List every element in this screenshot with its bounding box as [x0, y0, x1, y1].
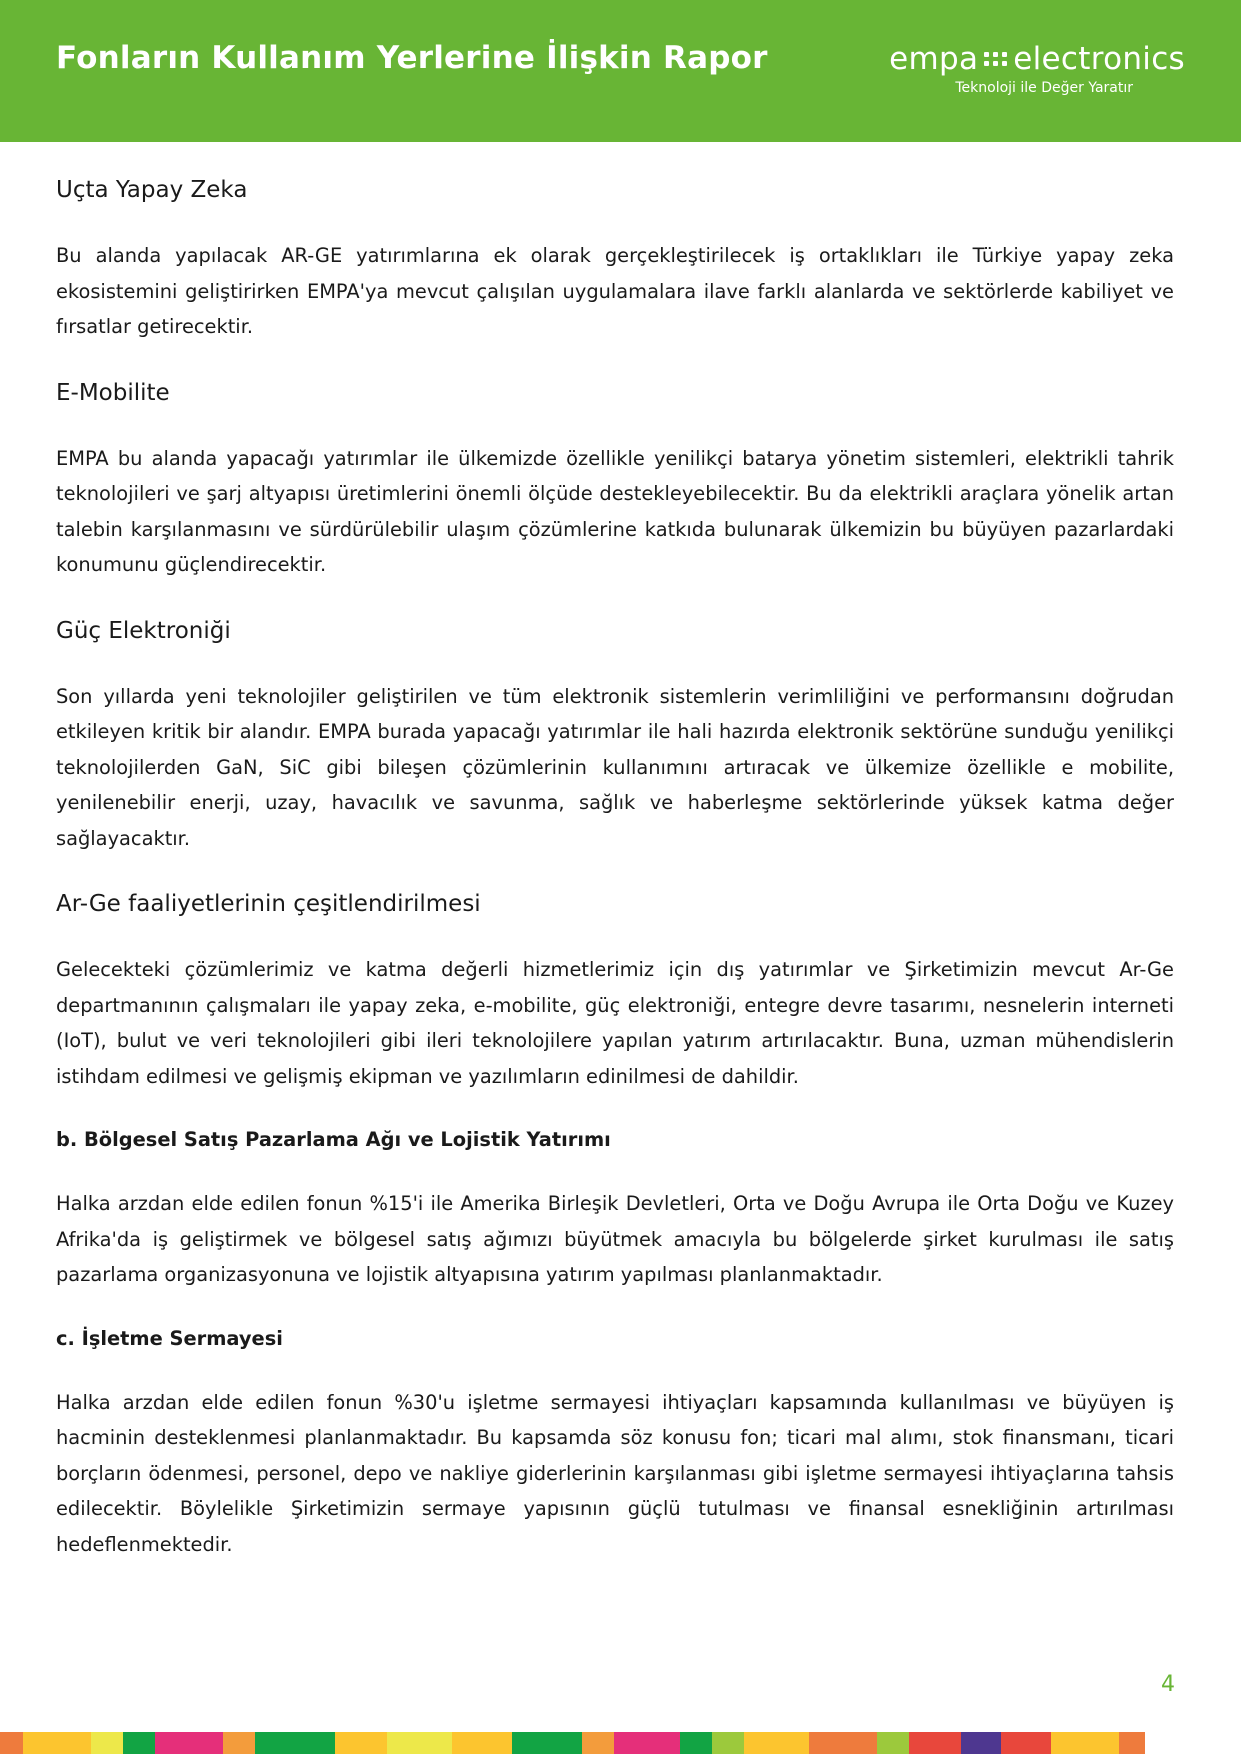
footer-color-stripe [23, 1732, 91, 1754]
subsection-heading: b. Bölgesel Satış Pazarlama Ağı ve Lojistik Yatırımı [56, 1128, 611, 1151]
document-body [56, 168, 1174, 1588]
footer-color-stripe [809, 1732, 877, 1754]
footer-color-stripe [680, 1732, 712, 1754]
footer-color-bar [0, 1732, 1241, 1754]
subsection-paragraph: Halka arzdan elde edilen fonun %30'u işletme sermayesi ihtiyaçları kapsamında kullanılması ve büyüyen iş hacminin desteklenmesi planlanmaktadır. Bu kapsamda söz konusu fon; ticari mal alımı, stok finansmanı, ticari borçların ödenmesi, personel, depo ve nakliye giderlerinin karşılanması gibi işletme sermayesi ihtiyaçlarına tahsis edilecektir. Böylelikle Şirketimizin sermaye yapısının güçlü tutulması ve finansal esnekliğinin artırılması hedeflenmektedir. [56, 1390, 1174, 1556]
section-paragraph: Bu alanda yapılacak AR-GE yatırımlarına ek olarak gerçekleştirilecek iş ortaklıkları ile Türkiye yapay zeka ekosistemini geliştirirken EMPA'ya mevcut çalışılan uygulamalara ilave farklı alanlarda ve sektörlerde kabiliyet ve fırsatlar getirecektir. [56, 244, 1174, 338]
footer-color-stripe [387, 1732, 452, 1754]
section-heading: Uçta Yapay Zeka [56, 177, 248, 203]
brand-name-left: empa [889, 41, 979, 77]
footer-color-stripe [452, 1732, 512, 1754]
brand-tagline: Teknoloji ile Değer Yaratır [955, 80, 1133, 96]
footer-color-stripe [335, 1732, 387, 1754]
brand-dots-icon [984, 52, 1007, 66]
section-paragraph: Son yıllarda yeni teknolojiler geliştirilen ve tüm elektronik sistemlerin verimliliğini ve performansını doğrudan etkileyen kritik bir alandır. EMPA burada yapacağı yatırımlar ile hali hazırda elektronik sektörüne sunduğu yenilikçi teknolojilerden GaN, SiC gibi bileşen çözümlerinin kullanımını artıracak ve ülkemize özellikle e mobilite, yenilenebilir enerji, uzay, havacılık ve savunma, sağlık ve haberleşme sektörlerinde yüksek katma değer sağlayacaktır. [56, 684, 1174, 850]
footer-color-stripe [1119, 1732, 1145, 1754]
section-heading: Ar-Ge faaliyetlerinin çeşitlendirilmesi [56, 891, 481, 917]
section-paragraph: EMPA bu alanda yapacağı yatırımlar ile ülkemizde özellikle yenilikçi batarya yönetim sistemleri, elektrikli tahrik teknolojileri ve şarj altyapısı üretimlerini önemli ölçüde destekleyebilecektir. Bu da elektrikli araçlara yönelik artan talebin karşılanmasını ve sürdürülebilir ulaşım çözümlerine katkıda bulunarak ülkemizin bu büyüyen pazarlardaki konumunu güçlendirecektir. [56, 446, 1174, 576]
footer-color-stripe [0, 1732, 23, 1754]
page-number: 4 [1161, 1672, 1175, 1697]
brand-name-right: electronics [1013, 41, 1185, 77]
footer-color-stripe [1001, 1732, 1051, 1754]
footer-color-stripe [614, 1732, 680, 1754]
footer-color-stripe [512, 1732, 582, 1754]
subsection-heading: c. İşletme Sermayesi [56, 1326, 283, 1350]
footer-color-stripe [223, 1732, 255, 1754]
subsection-paragraph: Halka arzdan elde edilen fonun %15'i ile Amerika Birleşik Devletleri, Orta ve Doğu Avrupa ile Orta Doğu ve Kuzey Afrika'da iş geliştirmek ve bölgesel satış ağımızı büyütmek amacıyla bu bölgelerde şirket kurulması ile satış pazarlama organizasyonuna ve lojistik altyapısına yatırım yapılması planlanmaktadır. [56, 1192, 1174, 1286]
footer-color-stripe [91, 1732, 123, 1754]
footer-color-stripe [123, 1732, 155, 1754]
report-title: Fonların Kullanım Yerlerine İlişkin Rapor [56, 40, 768, 76]
brand-logo [855, 40, 1185, 100]
section-paragraph: Gelecekteki çözümlerimiz ve katma değerli hizmetlerimiz için dış yatırımlar ve Şirketimizin mevcut Ar-Ge departmanının çalışmaları ile yapay zeka, e-mobilite, güç elektroniği, entegre devre tasarımı, nesnelerin interneti (IoT), bulut ve veri teknolojileri gibi ileri teknolojilere yapılan yatırım artırılacaktır. Buna, uzman mühendislerin istihdam edilmesi ve gelişmiş ekipman ve yazılımların edinilmesi de dahildir. [56, 958, 1174, 1088]
footer-color-stripe [877, 1732, 909, 1754]
section-heading: E-Mobilite [56, 379, 170, 406]
footer-color-stripe [744, 1732, 809, 1754]
footer-color-stripe [155, 1732, 223, 1754]
footer-color-stripe [1051, 1732, 1119, 1754]
section-heading: Güç Elektroniği [56, 617, 231, 644]
footer-color-stripe [712, 1732, 744, 1754]
footer-color-stripe [961, 1732, 1001, 1754]
footer-color-stripe [255, 1732, 335, 1754]
page-header [0, 0, 1241, 142]
footer-color-stripe [909, 1732, 961, 1754]
footer-color-stripe [582, 1732, 614, 1754]
